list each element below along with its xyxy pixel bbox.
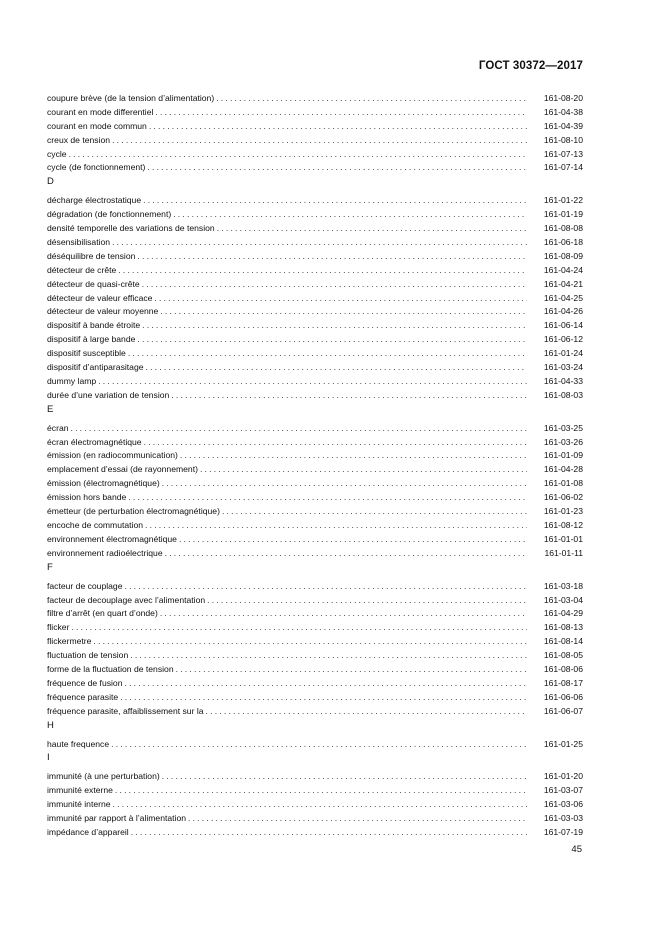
index-entry <box>47 580 583 594</box>
index-term: écran électromagnétique <box>47 436 142 447</box>
dot-leader <box>120 691 527 705</box>
index-term: désensibilisation <box>47 237 111 248</box>
index-code: 161-08-13 <box>543 622 583 633</box>
dot-leader <box>222 505 527 519</box>
index-entry <box>47 663 583 677</box>
dot-leader <box>118 264 527 278</box>
dot-leader <box>154 292 527 306</box>
dot-leader <box>137 333 527 347</box>
index-entry <box>47 236 583 250</box>
index-entry <box>47 347 583 361</box>
dot-leader <box>69 148 527 162</box>
dot-leader <box>142 319 527 333</box>
index-term: facteur de couplage <box>47 580 123 591</box>
dot-leader <box>149 120 527 134</box>
index-entry <box>47 375 583 389</box>
index-term: immunité externe <box>47 785 113 796</box>
dot-leader <box>71 422 528 436</box>
dot-leader <box>160 607 527 621</box>
dot-leader <box>144 436 527 450</box>
index-entry <box>47 449 583 463</box>
index-term: immunité (à une perturbation) <box>47 771 160 782</box>
index-code: 161-08-14 <box>543 636 583 647</box>
index-entry <box>47 161 583 175</box>
index-code: 161-08-08 <box>543 223 583 234</box>
index-term: flickermetre <box>47 636 92 647</box>
dot-leader <box>147 161 527 175</box>
index-term: écran <box>47 422 69 433</box>
dot-leader <box>112 134 527 148</box>
index-entry <box>47 621 583 635</box>
index-entry <box>47 389 583 403</box>
index-code: 161-08-10 <box>543 134 583 145</box>
index-term: dispositif à large bande <box>47 334 136 345</box>
dot-leader <box>173 208 527 222</box>
index-code: 161-03-03 <box>543 813 583 824</box>
index-term: dispositif à bande étroite <box>47 320 141 331</box>
index-term: forme de la fluctuation de tension <box>47 663 174 674</box>
index-term: environnement électromagnétique <box>47 533 177 544</box>
index-entry <box>47 635 583 649</box>
index-entry <box>47 491 583 505</box>
index-code: 161-08-06 <box>543 663 583 674</box>
index-code: 161-01-01 <box>543 533 583 544</box>
index-term: impédance d’appareil <box>47 826 129 837</box>
index-code: 161-03-06 <box>543 799 583 810</box>
index-term: coupure brève (de la tension d’alimentation) <box>47 93 215 103</box>
index-code: 161-07-19 <box>543 826 583 837</box>
index-term: cycle (de fonctionnement) <box>47 162 146 173</box>
index-entry <box>47 264 583 278</box>
dot-leader <box>179 533 527 547</box>
index-entry <box>47 422 583 436</box>
index-term: décharge électrostatique <box>47 195 142 206</box>
dot-leader <box>112 236 527 250</box>
index-term: dispositif susceptible <box>47 348 126 359</box>
index-term: fréquence parasite, affaiblissement sur la <box>47 705 204 716</box>
index-code: 161-07-14 <box>543 162 583 173</box>
index-code: 161-04-33 <box>543 375 583 386</box>
index-term: cycle <box>47 148 67 159</box>
page-number: 45 <box>571 844 582 855</box>
index-entry <box>47 222 583 236</box>
index-entry <box>47 319 583 333</box>
index-code: 161-06-02 <box>543 492 583 503</box>
dot-leader <box>180 449 527 463</box>
dot-leader <box>130 649 527 663</box>
index-entry <box>47 738 583 752</box>
index-entry <box>47 361 583 375</box>
dot-leader <box>111 738 527 752</box>
index-term: déséquilibre de tension <box>47 250 136 261</box>
index-term: environnement radioélectrique <box>47 547 163 558</box>
index-code: 161-08-20 <box>543 93 583 103</box>
dot-leader <box>146 361 528 375</box>
dot-leader <box>155 106 527 120</box>
index-entry <box>47 607 583 621</box>
dot-leader <box>113 798 527 812</box>
dot-leader <box>165 547 527 561</box>
index-code: 161-01-08 <box>543 478 583 489</box>
index-code: 161-03-04 <box>543 594 583 605</box>
index-term: détecteur de quasi-crête <box>47 278 140 289</box>
index-code: 161-01-19 <box>543 209 583 220</box>
index-term: immunité interne <box>47 799 111 810</box>
index-term: filtre d’arrêt (en quart d’onde) <box>47 608 158 619</box>
index-term: fréquence de fusion <box>47 677 123 688</box>
index-term: émission hors bande <box>47 492 127 503</box>
index-code: 161-03-18 <box>543 580 583 591</box>
index-code: 161-04-21 <box>543 278 583 289</box>
index-code: 161-03-25 <box>543 422 583 433</box>
section-letter: D <box>47 176 54 188</box>
index-term: détecteur de crête <box>47 264 117 275</box>
index-code: 161-04-28 <box>543 464 583 475</box>
index-code: 161-01-20 <box>543 771 583 782</box>
index-code: 161-08-05 <box>543 650 583 661</box>
index-entry <box>47 92 583 106</box>
index-term: dummy lamp <box>47 375 97 386</box>
index-code: 161-01-23 <box>543 506 583 517</box>
index-term: détecteur de valeur efficace <box>47 292 153 303</box>
index-code: 161-08-17 <box>543 677 583 688</box>
index-entry <box>47 292 583 306</box>
index-code: 161-03-26 <box>543 436 583 447</box>
dot-leader <box>162 770 527 784</box>
dot-leader <box>93 635 527 649</box>
index-entry <box>47 463 583 477</box>
dot-leader <box>143 194 527 208</box>
dot-leader <box>207 594 527 608</box>
section-letter: I <box>47 752 50 764</box>
index-code: 161-01-22 <box>543 195 583 206</box>
index-code: 161-04-39 <box>543 120 583 131</box>
index-term: courant en mode commun <box>47 120 147 131</box>
dot-leader <box>160 305 527 319</box>
dot-leader <box>176 663 527 677</box>
dot-leader <box>171 389 527 403</box>
index-code: 161-06-07 <box>543 705 583 716</box>
index-entry <box>47 250 583 264</box>
dot-leader <box>217 222 527 236</box>
index-entry <box>47 677 583 691</box>
index-code: 161-04-24 <box>543 264 583 275</box>
dot-leader <box>128 491 527 505</box>
index-entry <box>47 784 583 798</box>
dot-leader <box>71 621 527 635</box>
index-term: courant en mode differentiel <box>47 106 154 117</box>
index-code: 161-08-03 <box>543 389 583 400</box>
index-term: durée d’une variation de tension <box>47 389 170 400</box>
index-term: fréquence parasite <box>47 691 119 702</box>
index-entry <box>47 106 583 120</box>
index-entry <box>47 134 583 148</box>
dot-leader <box>115 784 527 798</box>
index-entry <box>47 594 583 608</box>
index-entry <box>47 691 583 705</box>
index-term: densité temporelle des variations de tension <box>47 223 215 234</box>
index-code: 161-04-25 <box>543 292 583 303</box>
index-code: 161-06-18 <box>543 237 583 248</box>
index-code: 161-01-24 <box>543 348 583 359</box>
index-entry <box>47 436 583 450</box>
index-term: haute frequence <box>47 738 110 749</box>
index-term: dégradation (de fonctionnement) <box>47 209 172 220</box>
index-code: 161-07-13 <box>543 148 583 159</box>
index-entry <box>47 505 583 519</box>
index-entry <box>47 519 583 533</box>
index-term: émission (en radiocommunication) <box>47 450 178 461</box>
index-code: 161-08-09 <box>543 250 583 261</box>
index-entry <box>47 477 583 491</box>
index-code: 161-03-07 <box>543 785 583 796</box>
index-code: 161-01-11 <box>544 547 583 558</box>
index-entry <box>47 305 583 319</box>
dot-leader <box>216 92 527 106</box>
section-letter: H <box>47 719 54 731</box>
index-code: 161-04-26 <box>543 306 583 317</box>
index-entry <box>47 826 583 840</box>
index-code: 161-01-09 <box>543 450 583 461</box>
index-entry <box>47 547 583 561</box>
index-term: emplacement d’essai (de rayonnement) <box>47 464 198 475</box>
dot-leader <box>188 812 527 826</box>
index-term: encoche de commutation <box>47 519 144 530</box>
dot-leader <box>131 826 527 840</box>
index-term: creux de tension <box>47 134 111 145</box>
index-entry <box>47 798 583 812</box>
term-index <box>47 92 583 840</box>
index-code: 161-06-12 <box>543 334 583 345</box>
dot-leader <box>162 477 527 491</box>
index-entry <box>47 705 583 719</box>
index-term: détecteur de valeur moyenne <box>47 306 159 317</box>
index-code: 161-01-25 <box>543 738 583 749</box>
index-term: flicker <box>47 622 70 633</box>
index-term: émission (électromagnétique) <box>47 478 160 489</box>
index-code: 161-06-14 <box>543 320 583 331</box>
index-code: 161-03-24 <box>543 362 583 373</box>
index-code: 161-06-06 <box>543 691 583 702</box>
index-entry <box>47 194 583 208</box>
index-entry <box>47 333 583 347</box>
index-entry <box>47 812 583 826</box>
dot-leader <box>142 278 527 292</box>
index-entry <box>47 649 583 663</box>
dot-leader <box>98 375 527 389</box>
index-term: facteur de decouplage avec l’alimentation <box>47 594 206 605</box>
section-letter: F <box>47 561 53 573</box>
dot-leader <box>137 250 527 264</box>
section-letter: E <box>47 403 54 415</box>
index-term: dispositif d’antiparasitage <box>47 362 144 373</box>
dot-leader <box>200 463 527 477</box>
dot-leader <box>145 519 527 533</box>
dot-leader <box>206 705 527 719</box>
dot-leader <box>125 677 528 691</box>
index-term: émetteur (de perturbation électromagnétique) <box>47 506 220 517</box>
dot-leader <box>128 347 527 361</box>
index-entry <box>47 120 583 134</box>
index-code: 161-04-38 <box>543 106 583 117</box>
index-entry <box>47 148 583 162</box>
index-term: immunité par rapport à l’alimentation <box>47 813 186 824</box>
index-entry <box>47 770 583 784</box>
index-entry <box>47 208 583 222</box>
index-term: fluctuation de tension <box>47 650 129 661</box>
document-standard-code: ГОСТ 30372—2017 <box>478 60 583 72</box>
index-entry <box>47 278 583 292</box>
index-entry <box>47 533 583 547</box>
dot-leader <box>125 580 528 594</box>
index-code: 161-08-12 <box>543 519 583 530</box>
index-code: 161-04-29 <box>543 608 583 619</box>
